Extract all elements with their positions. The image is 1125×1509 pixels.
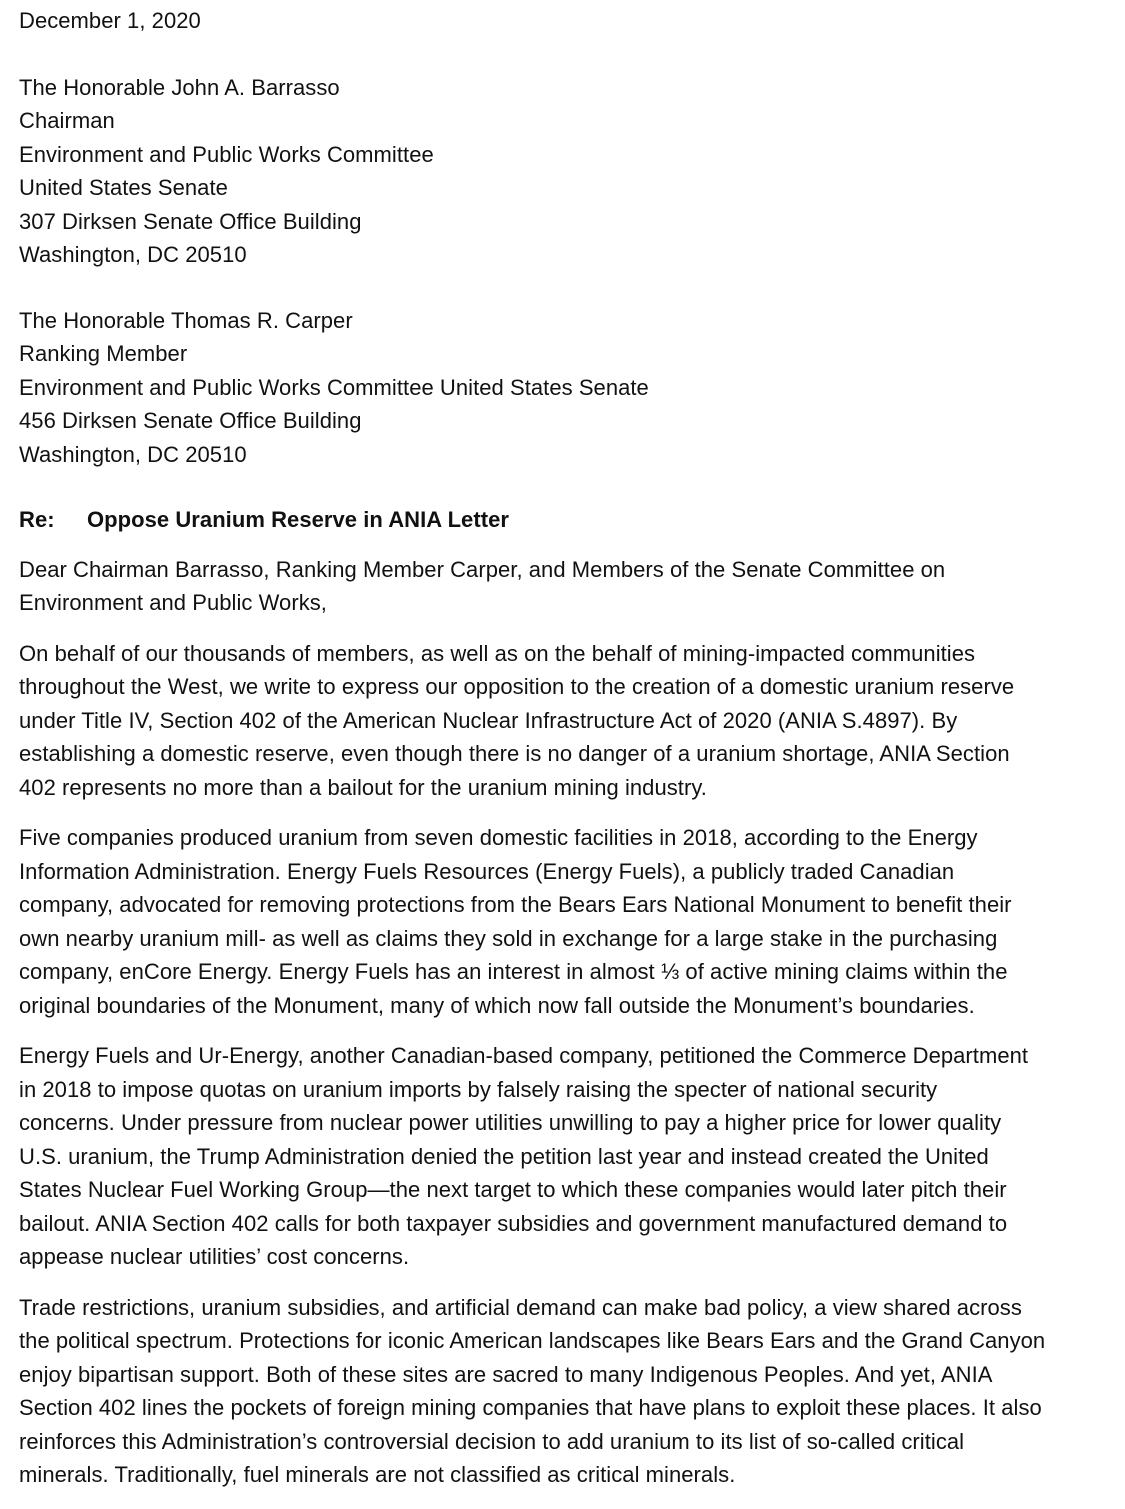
paragraph-line: under Title IV, Section 402 of the American Nuclear Infrastructure Act of 2020 (ANIA S.4897). By — [19, 707, 958, 733]
letter-body — [19, 4, 1107, 1509]
paragraph-line: U.S. uranium, the Trump Administration denied the petition last year and instead created the United — [19, 1143, 989, 1169]
salutation-line: Environment and Public Works, — [19, 590, 327, 615]
subject-label: Re: — [19, 507, 55, 532]
paragraph-line: throughout the West, we write to express our opposition to the creation of a domestic uranium reserve — [19, 674, 1015, 699]
paragraph-line: Trade restrictions, uranium subsidies, and artificial demand can make bad policy, a view shared across — [19, 1294, 1022, 1320]
recipient-street-address: 456 Dirksen Senate Office Building — [19, 408, 362, 433]
paragraph-line: Five companies produced uranium from seven domestic facilities in 2018, according to the Energy — [19, 825, 978, 850]
paragraph-line: concerns. Under pressure from nuclear power utilities unwilling to pay a higher price for lower quality — [19, 1110, 1002, 1135]
subject-text: Oppose Uranium Reserve in ANIA Letter — [87, 507, 509, 532]
recipient-committee: Environment and Public Works Committee United States Senate — [19, 374, 649, 400]
recipient-organization: United States Senate — [19, 175, 228, 200]
recipient-title: Ranking Member — [19, 341, 188, 366]
paragraph-line: original boundaries of the Monument, many of which now fall outside the Monument’s boundaries. — [19, 992, 975, 1018]
paragraph-line: company, advocated for removing protections from the Bears Ears National Monument to benefit their — [19, 892, 1012, 917]
paragraph-line: the political spectrum. Protections for iconic American landscapes like Bears Ears and the Grand Canyon — [19, 1328, 1046, 1353]
paragraph-line: On behalf of our thousands of members, as well as on the behalf of mining-impacted communities — [19, 640, 976, 666]
recipient-street-address: 307 Dirksen Senate Office Building — [19, 208, 362, 234]
recipient-committee: Environment and Public Works Committee — [19, 141, 434, 167]
paragraph-line: Information Administration. Energy Fuels Resources (Energy Fuels), a publicly traded Canadian — [19, 858, 955, 884]
paragraph-line: establishing a domestic reserve, even though there is no danger of a uranium shortage, ANIA Section — [19, 741, 1010, 766]
paragraph-line: appease nuclear utilities’ cost concerns. — [19, 1244, 410, 1269]
salutation-line: Dear Chairman Barrasso, Ranking Member Carper, and Members of the Senate Committee on — [19, 556, 946, 582]
subject-line — [19, 503, 1107, 537]
recipient-city-state-zip: Washington, DC 20510 — [19, 441, 247, 467]
paragraph-line: company, enCore Energy. Energy Fuels has an interest in almost ⅓ of active mining claims within the — [19, 959, 1008, 984]
paragraph-line: States Nuclear Fuel Working Group—the next target to which these companies would later pitch their — [19, 1177, 1007, 1202]
recipient-address-carper — [19, 304, 1107, 472]
recipient-city-state-zip: Washington, DC 20510 — [19, 242, 247, 267]
letter-date: December 1, 2020 — [19, 8, 201, 33]
paragraph-line: enjoy bipartisan support. Both of these sites are sacred to many Indigenous Peoples. And yet, ANIA — [19, 1361, 993, 1387]
recipient-name: The Honorable Thomas R. Carper — [19, 307, 353, 333]
body-paragraph-petition — [19, 1039, 1107, 1274]
body-paragraph-opposition — [19, 637, 1107, 805]
paragraph-line: bailout. ANIA Section 402 calls for both taxpayer subsidies and government manufactured demand to — [19, 1210, 1008, 1236]
paragraph-line: reinforces this Administration’s controversial decision to add uranium to its list of so-called critical — [19, 1428, 965, 1454]
body-paragraph-policy — [19, 1291, 1107, 1492]
body-paragraph-energy-fuels — [19, 821, 1107, 1022]
recipient-address-barrasso — [19, 71, 1107, 272]
recipient-title: Chairman — [19, 108, 115, 133]
paragraph-line: own nearby uranium mill- as well as claims they sold in exchange for a large stake in the purchasing — [19, 925, 998, 951]
salutation — [19, 553, 1107, 620]
paragraph-line: in 2018 to impose quotas on uranium imports by falsely raising the specter of national security — [19, 1076, 938, 1102]
paragraph-line: 402 represents no more than a bailout for the uranium mining industry. — [19, 774, 707, 800]
paragraph-line: minerals. Traditionally, fuel minerals are not classified as critical minerals. — [19, 1462, 736, 1487]
paragraph-line: Section 402 lines the pockets of foreign mining companies that have plans to exploit these places. It also — [19, 1395, 1042, 1420]
recipient-name: The Honorable John A. Barrasso — [19, 74, 340, 100]
paragraph-line: Energy Fuels and Ur-Energy, another Canadian-based company, petitioned the Commerce Department — [19, 1043, 1029, 1068]
